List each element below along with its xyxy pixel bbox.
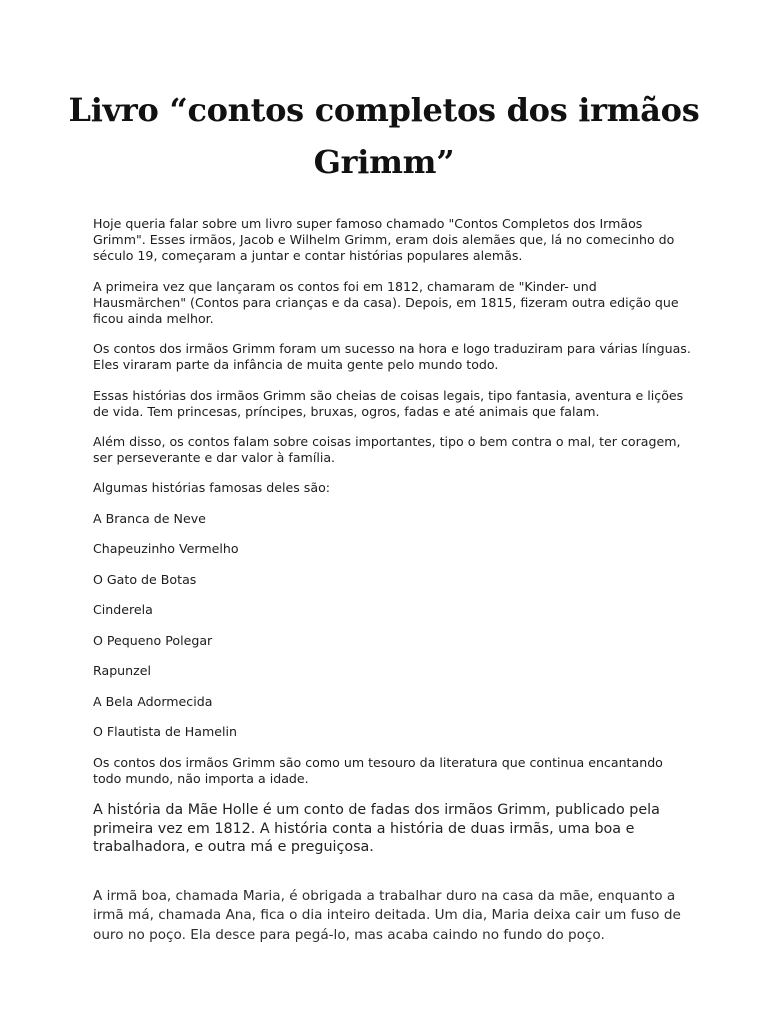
paragraph-success: Os contos dos irmãos Grimm foram um sucesso na hora e logo traduziram para várias línguas. Eles viraram parte da infância de muita gente pelo mundo todo.	[93, 341, 691, 373]
story-list	[93, 511, 693, 741]
list-item: Cinderela	[93, 602, 153, 618]
page-title: Livro “contos completos dos irmãos Grimm”	[68, 91, 700, 181]
list-item: A Branca de Neve	[93, 510, 206, 526]
list-item: O Pequeno Polegar	[93, 632, 213, 648]
paragraph-themes: Essas histórias dos irmãos Grimm são cheias de coisas legais, tipo fantasia, aventura e lições de vida. Tem princesas, príncipes, bruxas, ogros, fadas e até animais que falam.	[93, 387, 684, 419]
paragraph-first-edition: A primeira vez que lançaram os contos foi em 1812, chamaram de "Kinder- und Hausmärchen" (Contos para crianças e da casa). Depois, em 1815, fizeram outra edição que ficou ainda melhor.	[93, 278, 679, 327]
paragraph-values: Além disso, os contos falam sobre coisas importantes, tipo o bem contra o mal, ter coragem, ser perseverante e dar valor à família.	[93, 434, 681, 466]
list-item: O Flautista de Hamelin	[93, 724, 237, 740]
document-body	[93, 216, 693, 945]
paragraph-closing: Os contos dos irmãos Grimm são como um tesouro da literatura que continua encantando todo mundo, não importa a idade.	[93, 754, 663, 786]
list-item: Chapeuzinho Vermelho	[93, 541, 239, 557]
list-item: A Bela Adormecida	[93, 693, 213, 709]
list-item: O Gato de Botas	[93, 571, 197, 587]
paragraph-list-intro: Algumas histórias famosas deles são:	[93, 480, 331, 496]
list-item: Rapunzel	[93, 663, 152, 679]
paragraph-intro: Hoje queria falar sobre um livro super famoso chamado "Contos Completos dos Irmãos Grimm". Esses irmãos, Jacob e Wilhelm Grimm, eram dois alemães que, lá no comecinho do século 19, começaram a juntar e contar histórias populares alemãs.	[93, 216, 675, 264]
paragraph-holle-story: A irmã boa, chamada Maria, é obrigada a trabalhar duro na casa da mãe, enquanto a irmã má, chamada Ana, fica o dia inteiro deitada. Um dia, Maria deixa cair um fuso de ouro no poço. Ela desce para pegá-lo, mas acaba caindo no fundo do poço.	[93, 887, 681, 943]
paragraph-holle-intro: A história da Mãe Holle é um conto de fadas dos irmãos Grimm, publicado pela primeira vez em 1812. A história conta a história de duas irmãs, uma boa e trabalhadora, e outra má e preguiçosa.	[93, 802, 660, 856]
